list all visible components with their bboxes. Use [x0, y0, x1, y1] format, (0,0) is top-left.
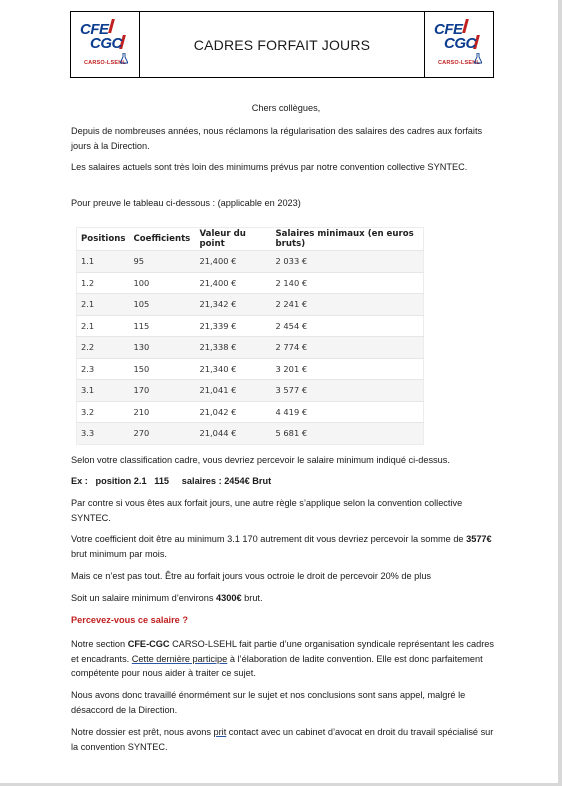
paragraph-forfait-rule: Par contre si vous êtes aux forfait jours, une autre règle s’applique selon la convention collective SYNTEC.: [71, 498, 463, 523]
table-row: [77, 315, 424, 337]
paragraph-lawyer: [71, 725, 501, 754]
table-cell: 2 140 €: [271, 272, 423, 294]
union-name: CFE-CGC: [127, 639, 170, 649]
logo-accent-bar: [108, 19, 115, 33]
amount-4300: 4300€: [216, 593, 242, 603]
column-header: Salaires minimaux (en euros bruts): [275, 229, 414, 249]
text-span: Notre section: [71, 639, 128, 649]
logo-line1: CFE: [80, 20, 109, 38]
header-table: [70, 11, 494, 78]
paragraph-intro: Depuis de nombreuses années, nous réclamons la régularisation des salaires des cadres aux forfaits jours à la Direction.: [71, 126, 483, 151]
paragraph-minimum-salary: [71, 591, 501, 606]
table-cell: 2.2: [77, 337, 130, 359]
table-row: [77, 380, 424, 402]
paragraph-coefficient: [71, 532, 501, 561]
table-cell: 21,044 €: [195, 423, 271, 445]
logo-cell-left: [71, 12, 139, 77]
table-row: [77, 294, 424, 316]
example-line: Ex : position 2.1 115 salaires : 2454€ Brut: [71, 476, 272, 486]
table-cell: 115: [129, 315, 195, 337]
paragraph-classification: Selon votre classification cadre, vous devriez percevoir le salaire minimum indiqué ci-dessus.: [71, 455, 450, 465]
table-row: [77, 358, 424, 380]
text-span: à l’élaboration de ladite convention. Elle est donc parfaitement compétente pour nous aider à traiter ce sujet.: [71, 653, 483, 678]
amount-3577: 3577€: [466, 534, 492, 544]
logo-sub: CARSO-LSEHL: [438, 59, 480, 66]
table-cell: 21,400 €: [195, 272, 271, 294]
logo-line2: CGC: [90, 34, 122, 52]
column-header: Positions: [81, 234, 126, 244]
table-cell: 1.2: [77, 272, 130, 294]
table-cell: 5 681 €: [271, 423, 423, 445]
table-cell: 21,041 €: [195, 380, 271, 402]
table-cell: 21,339 €: [195, 315, 271, 337]
salary-table: [76, 227, 424, 445]
logo-line2: CGC: [444, 34, 476, 52]
page-edge-right: [558, 0, 562, 786]
table-header-row: [77, 228, 424, 251]
table-cell: 21,338 €: [195, 337, 271, 359]
table-cell: 3.2: [77, 401, 130, 423]
text-span: contact avec un cabinet d’avocat en droit du travail spécialisé sur la convention SYNTEC.: [71, 727, 494, 752]
table-cell: 1.1: [77, 251, 130, 273]
table-cell: 21,042 €: [195, 401, 271, 423]
table-cell: 95: [129, 251, 195, 273]
table-cell: 3 577 €: [271, 380, 423, 402]
paragraph-table-intro: Pour preuve le tableau ci-dessous : (applicable en 2023): [71, 198, 301, 208]
table-cell: 2.1: [77, 294, 130, 316]
logo-line1: CFE: [434, 20, 463, 38]
greeting: Chers collègues,: [251, 103, 321, 113]
cfe-cgc-logo-right: [430, 17, 488, 73]
paragraph-section: [71, 637, 501, 681]
table-cell: 2.1: [77, 315, 130, 337]
text-span: Votre coefficient doit être au minimum 3.1 170 autrement dit vous devriez percevoir la somme de: [71, 534, 467, 544]
column-header: Valeur du point: [199, 229, 246, 249]
table-cell: 2.3: [77, 358, 130, 380]
paragraph-current-salaries: Les salaires actuels sont très loin des minimums prévus par notre convention collective SYNTEC.: [71, 162, 468, 172]
table-row: [77, 337, 424, 359]
table-row: [77, 401, 424, 423]
table-cell: 150: [129, 358, 195, 380]
table-cell: 3.1: [77, 380, 130, 402]
table-cell: 21,342 €: [195, 294, 271, 316]
column-header: Coefficients: [133, 234, 191, 244]
table-row: [77, 251, 424, 273]
table-cell: 2 774 €: [271, 337, 423, 359]
text-span: Notre dossier est prêt, nous avons: [71, 727, 214, 737]
table-cell: 130: [129, 337, 195, 359]
table-cell: 4 419 €: [271, 401, 423, 423]
flask-icon: [120, 53, 128, 64]
paragraph-twenty-percent: Mais ce n’est pas tout. Être au forfait jours vous octroie le droit de percevoir 20% de plus: [71, 571, 432, 581]
text-span: CARSO-LSEHL fait partie d’une organisation syndicale représentant les cadres et encadrants.: [71, 639, 495, 664]
paragraph-work-done: Nous avons donc travaillé énormément sur le sujet et nos conclusions sont sans appel, malgré le désaccord de la Direction.: [71, 690, 466, 715]
table-cell: 270: [129, 423, 195, 445]
logo-sub: CARSO-LSEHL: [84, 59, 126, 66]
document-title: CADRES FORFAIT JOURS: [139, 12, 425, 77]
table-cell: 170: [129, 380, 195, 402]
table-cell: 210: [129, 401, 195, 423]
question-heading: Percevez-vous ce salaire ?: [71, 615, 188, 625]
text-span: Soit un salaire minimum d’environs: [71, 593, 217, 603]
table-row: [77, 423, 424, 445]
table-cell: 2 033 €: [271, 251, 423, 273]
table-cell: 100: [129, 272, 195, 294]
table-cell: 21,400 €: [195, 251, 271, 273]
table-cell: 3 201 €: [271, 358, 423, 380]
table-cell: 2 454 €: [271, 315, 423, 337]
logo-cell-right: [425, 12, 493, 77]
logo-accent-bar: [462, 19, 469, 33]
cfe-cgc-logo-left: [76, 17, 134, 73]
underlined-phrase: Cette dernière participe: [131, 653, 228, 664]
text-span: brut minimum par mois.: [71, 548, 167, 559]
underlined-word: prit: [213, 727, 227, 737]
table-cell: 21,340 €: [195, 358, 271, 380]
table-cell: 3.3: [77, 423, 130, 445]
flask-icon: [474, 53, 482, 64]
table-cell: 2 241 €: [271, 294, 423, 316]
table-row: [77, 272, 424, 294]
text-span: brut.: [241, 593, 263, 603]
table-cell: 105: [129, 294, 195, 316]
